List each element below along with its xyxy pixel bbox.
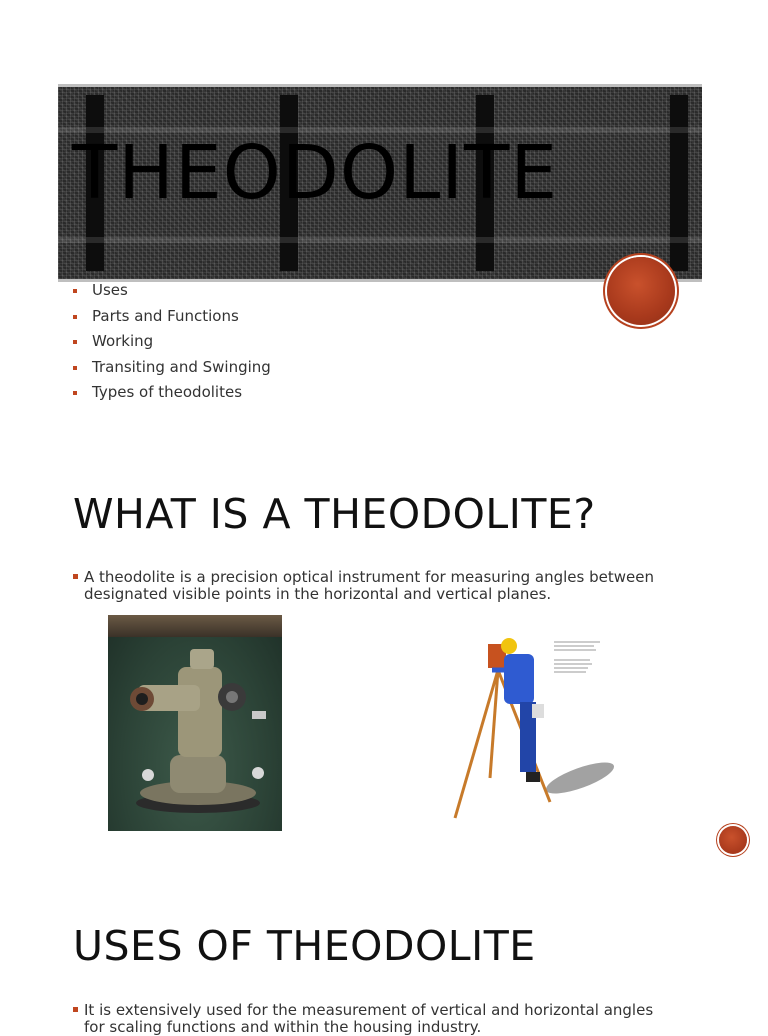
- photo-background: [108, 615, 282, 637]
- bullet-icon: [73, 340, 77, 344]
- bullet-icon: [73, 315, 77, 319]
- section-heading: WHAT IS A THEODOLITE?: [73, 490, 596, 538]
- bullet-paragraph: It is extensively used for the measurement of vertical and horizontal angles for scaling functions and within the housing industry.: [73, 1002, 713, 1036]
- list-item: Parts and Functions: [72, 304, 271, 330]
- bullet-icon: [73, 391, 77, 395]
- banner-band: [58, 237, 702, 243]
- bullet-icon: [73, 1007, 78, 1012]
- theodolite-instrument-icon: [108, 615, 282, 831]
- bullet-paragraph: A theodolite is a precision optical instrument for measuring angles between designated visible points in the horizontal and vertical planes.: [73, 569, 713, 603]
- theodolite-photo: [108, 615, 282, 831]
- surveyor-figure-icon: [380, 630, 680, 830]
- slide-title: THEODOLITE: [72, 130, 559, 216]
- bullet-icon: [73, 574, 78, 579]
- banner-stripe: [670, 95, 688, 271]
- list-item: Uses: [72, 278, 271, 304]
- list-item: Working: [72, 329, 271, 355]
- section-heading: USES OF THEODOLITE: [73, 922, 536, 970]
- decorative-circle: [607, 257, 675, 325]
- surveyor-illustration: [380, 630, 680, 830]
- list-item: Types of theodolites: [72, 380, 271, 406]
- list-item: Transiting and Swinging: [72, 355, 271, 381]
- agenda-list: [72, 278, 271, 406]
- bullet-icon: [73, 366, 77, 370]
- decorative-circle: [719, 826, 747, 854]
- bullet-icon: [73, 289, 77, 293]
